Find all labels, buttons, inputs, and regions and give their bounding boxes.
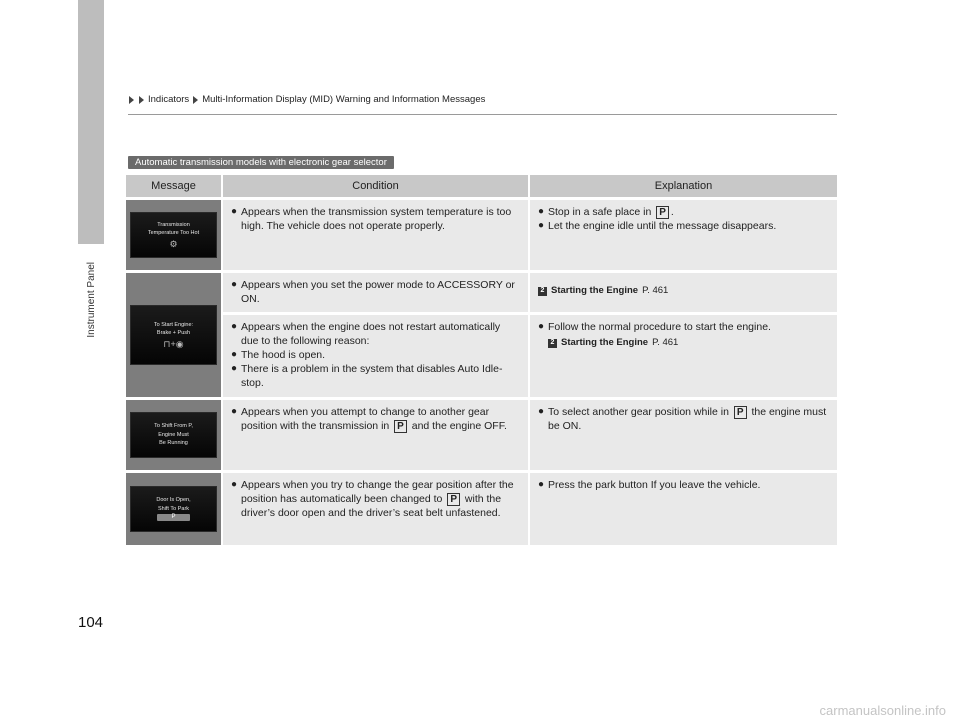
screen-text: Temperature Too Hot xyxy=(147,230,200,236)
cross-reference[interactable] xyxy=(548,336,829,350)
bullet: ● xyxy=(231,206,238,217)
mid-screen-start-engine xyxy=(130,305,217,365)
condition-text: There is a problem in the system that disables Auto Idle-stop. xyxy=(241,363,503,389)
table-row xyxy=(126,315,837,397)
condition-cell xyxy=(221,315,528,397)
table-header-row xyxy=(126,175,837,197)
reference-arrow-icon: 2 xyxy=(548,339,557,348)
xref-page: P. 461 xyxy=(642,285,669,296)
screen-text: Shift To Park xyxy=(157,505,190,512)
screen-text: Brake + Push xyxy=(156,330,191,336)
bullet: ● xyxy=(231,363,238,374)
breadcrumb xyxy=(128,94,485,105)
mid-screen-transmission-hot xyxy=(130,212,217,258)
explanation-text: Follow the normal procedure to start the engine. xyxy=(548,321,771,333)
chapter-label: Instrument Panel xyxy=(86,262,97,338)
page-number: 104 xyxy=(78,614,104,631)
explanation-cell xyxy=(528,473,837,545)
breadcrumb-item[interactable]: Multi-Information Display (MID) Warning and Information Messages xyxy=(202,94,486,105)
condition-cell xyxy=(221,200,528,270)
explanation-text: To select another gear position while in P the engine must be ON. xyxy=(548,406,827,432)
message-cell xyxy=(126,400,221,470)
brake-push-icon: ⊓+◉ xyxy=(163,338,184,349)
condition-text: Appears when the engine does not restart automatically due to the following reason: xyxy=(241,321,501,347)
condition-text: The hood is open. xyxy=(241,349,326,361)
condition-text: Appears when you attempt to change to another gear position with the transmission in P and the engine OFF. xyxy=(241,406,507,432)
bullet: ● xyxy=(231,321,238,332)
park-position-icon: P xyxy=(394,420,407,433)
xref-page: P. 461 xyxy=(652,337,679,348)
bullet: ● xyxy=(538,206,545,217)
message-table xyxy=(126,172,837,548)
explanation-cell xyxy=(528,200,837,270)
condition-text: Appears when you try to change the gear position after the position has automatically been changed to P with the driver’s door open and the driver’s seat belt unfastened. xyxy=(241,479,514,519)
bullet: ● xyxy=(538,321,545,332)
condition-cell xyxy=(221,400,528,470)
gear-warning-icon: ⚙ xyxy=(169,238,178,249)
bullet: ● xyxy=(231,406,238,417)
park-position-icon: P xyxy=(656,206,669,219)
bullet: ● xyxy=(538,479,545,490)
breadcrumb-item[interactable]: Indicators xyxy=(148,94,190,105)
mid-screen-door-open xyxy=(130,486,217,532)
explanation-text: Stop in a safe place in P . xyxy=(548,206,674,218)
table-row xyxy=(126,473,837,545)
condition-text: Appears when you set the power mode to ACCESSORY or ON. xyxy=(241,279,515,305)
bullet: ● xyxy=(231,279,238,290)
condition-cell xyxy=(221,273,528,312)
screen-text: Door Is Open, xyxy=(156,497,191,503)
park-position-icon: P xyxy=(447,493,460,506)
header-message: Message xyxy=(126,175,221,197)
header-divider xyxy=(128,114,837,115)
bullet: ● xyxy=(538,220,545,231)
message-cell xyxy=(126,273,221,397)
message-cell xyxy=(126,200,221,270)
explanation-text: Press the park button If you leave the vehicle. xyxy=(548,479,761,491)
table-row xyxy=(126,200,837,270)
bullet: ● xyxy=(231,349,238,360)
xref-title: Starting the Engine xyxy=(551,285,639,296)
watermark: carmanualsonline.info xyxy=(819,703,946,718)
section-badge: Automatic transmission models with electronic gear selector xyxy=(128,156,394,169)
screen-text: Transmission xyxy=(157,221,190,228)
explanation-text: Let the engine idle until the message disappears. xyxy=(548,220,777,232)
bullet: ● xyxy=(231,479,238,490)
screen-text: Be Running xyxy=(159,440,188,447)
cross-reference[interactable] xyxy=(538,284,829,298)
mid-screen-shift-from-p xyxy=(130,412,217,458)
screen-text: To Start Engine: xyxy=(153,321,194,328)
table-row xyxy=(126,273,837,312)
park-position-icon: P xyxy=(734,406,747,419)
header-explanation: Explanation xyxy=(528,175,837,197)
xref-title: Starting the Engine xyxy=(561,337,649,348)
explanation-cell xyxy=(528,400,837,470)
chevron-right-icon xyxy=(139,96,144,104)
table-row xyxy=(126,400,837,470)
park-badge: P xyxy=(157,514,189,521)
chapter-tab xyxy=(78,0,104,244)
reference-arrow-icon: 2 xyxy=(538,287,547,296)
header-condition: Condition xyxy=(221,175,528,197)
screen-text: To Shift From P, xyxy=(154,423,193,430)
chevron-right-icon xyxy=(193,96,198,104)
condition-text: Appears when the transmission system temperature is too high. The vehicle does not operate properly. xyxy=(241,206,512,232)
bullet: ● xyxy=(538,406,545,417)
chevron-right-icon xyxy=(129,96,134,104)
explanation-cell xyxy=(528,273,837,312)
condition-cell xyxy=(221,473,528,545)
explanation-cell xyxy=(528,315,837,397)
screen-text: Engine Must xyxy=(158,431,189,438)
message-cell xyxy=(126,473,221,545)
